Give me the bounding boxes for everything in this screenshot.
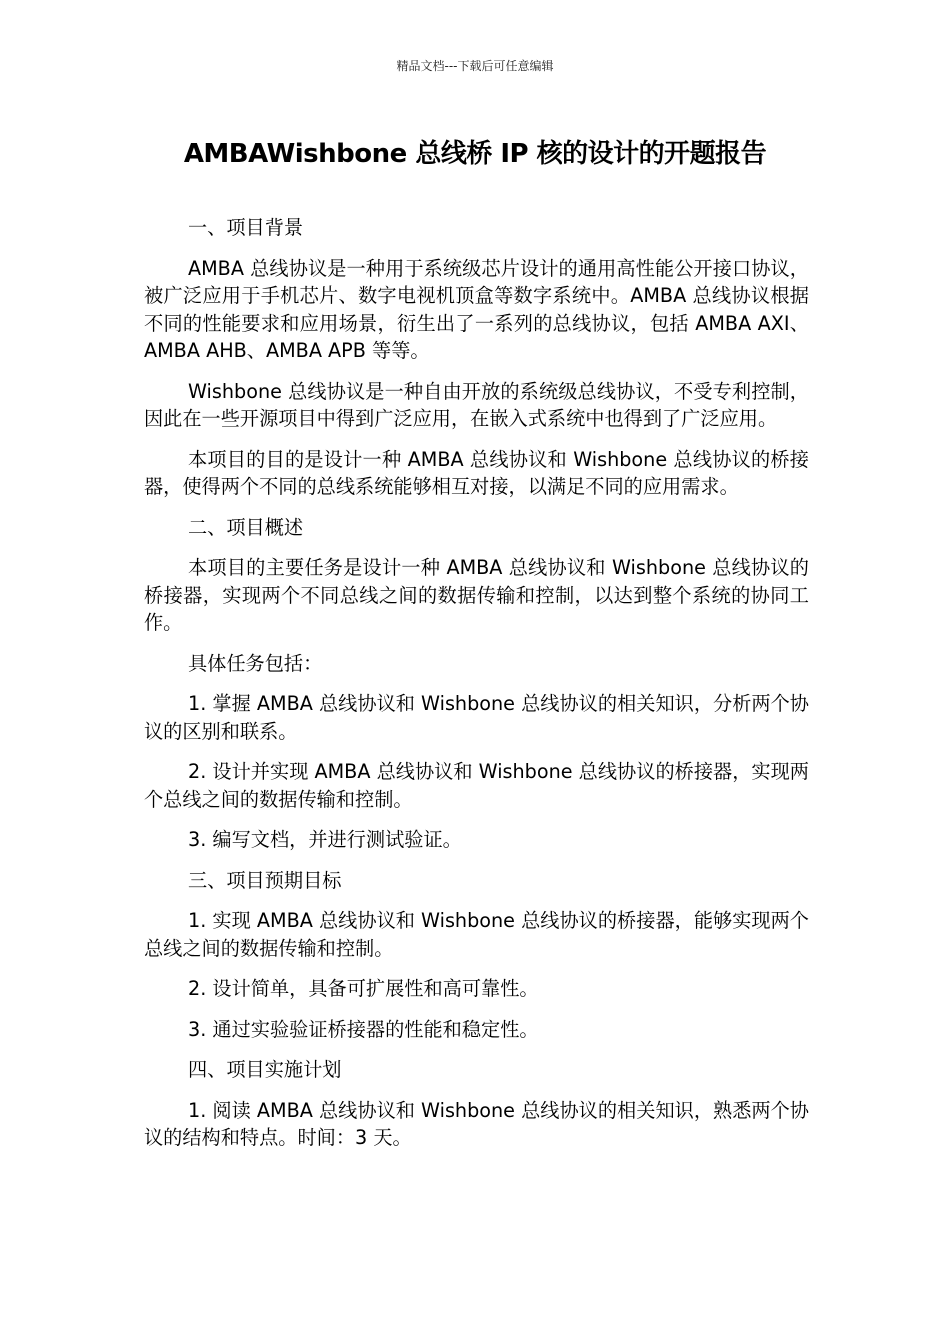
paragraph-tasks-intro: 具体任务包括： [188,651,323,675]
list-item-goal-3: 3. 通过实验验证桥接器的性能和稳定性。 [188,1017,539,1041]
list-item-goal-1: 1. 实现 AMBA 总线协议和 Wishbone 总线协议的桥接器，能够实现两个总线之间的数据传输和控制。 [144,909,809,960]
list-item-plan-1: 1. 阅读 AMBA 总线协议和 Wishbone 总线协议的相关知识，熟悉两个协议的结构和特点。时间：3 天。 [144,1098,809,1149]
section-heading-plan: 四、项目实施计划 [188,1058,342,1081]
paragraph-project-purpose: 本项目的目的是设计一种 AMBA 总线协议和 Wishbone 总线协议的桥接器，使得两个不同的总线系统能够相互对接，以满足不同的应用需求。 [144,447,809,498]
section-heading-overview: 二、项目概述 [188,515,304,539]
section-heading-goals: 三、项目预期目标 [188,868,342,892]
page-header-watermark: 精品文档---下载后可任意编辑 [396,59,554,73]
list-item-task-3: 3. 编写文档，并进行测试验证。 [188,828,462,851]
paragraph-main-task: 本项目的主要任务是设计一种 AMBA 总线协议和 Wishbone 总线协议的桥接器，实现两个不同总线之间的数据传输和控制，以达到整个系统的协同工作。 [144,556,809,634]
list-item-task-1: 1. 掌握 AMBA 总线协议和 Wishbone 总线协议的相关知识，分析两个协议的区别和联系。 [144,692,809,743]
list-item-task-2: 2. 设计并实现 AMBA 总线协议和 Wishbone 总线协议的桥接器，实现两个总线之间的数据传输和控制。 [144,760,809,811]
section-heading-background: 一、项目背景 [188,216,304,239]
document-body [144,214,809,1152]
document-title: AMBAWishbone 总线桥 IP 核的设计的开题报告 [183,139,767,169]
paragraph-amba-intro: AMBA 总线协议是一种用于系统级芯片设计的通用高性能公开接口协议，被广泛应用于手机芯片、数字电视机顶盒等数字系统中。AMBA 总线协议根据不同的性能要求和应用场景，衍生出了一系列的总线协议，包括 AMBA AXI、AMBA AHB、AMBA APB 等等。 [144,256,809,362]
list-item-goal-2: 2. 设计简单，具备可扩展性和高可靠性。 [188,977,539,1000]
paragraph-wishbone-intro: Wishbone 总线协议是一种自由开放的系统级总线协议，不受专利控制，因此在一些开源项目中得到广泛应用，在嵌入式系统中也得到了广泛应用。 [144,379,809,430]
